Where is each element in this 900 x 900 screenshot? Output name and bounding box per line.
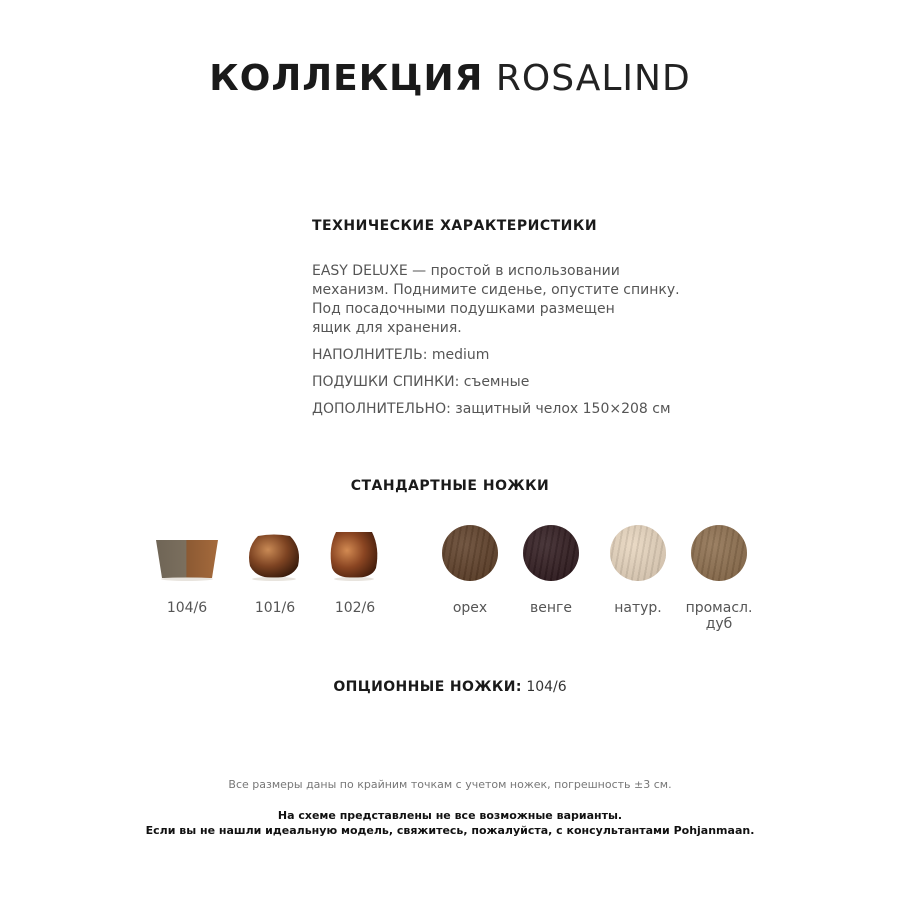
tapered-leg-icon [152,534,222,582]
variants-note [0,808,900,838]
variants-note-line: Если вы не нашли идеальную модель, свяжитесь, пожалуйста, с консультантами Pohjanmaan. [145,824,755,837]
spec-value: съемные [463,374,530,390]
optional-legs [0,679,900,695]
dimensions-note: Все размеры даны по крайним точкам с учетом ножек, погрешность ±3 см. [228,778,672,791]
optional-legs-value: 104/6 [526,679,567,695]
finish-label [506,600,596,616]
leg-model-label: 101/6 [254,600,296,616]
specs-description-line: механизм. Поднимите сиденье, опустите спинку. [312,282,680,298]
title-collection: КОЛЛЕКЦИЯ [209,58,484,99]
finish-label [674,600,764,632]
variants-note-line: На схеме представлены не все возможные варианты. [277,809,623,822]
finish-label-line: венге [530,600,572,616]
specs-description-line: Под посадочными подушками размещен [312,301,615,317]
finish-swatch-oiled-oak [691,525,747,581]
spec-row-filler [312,346,692,365]
bun-leg-icon [244,532,304,582]
title-collection-name: ROSALIND [495,58,691,99]
spec-row-back-cushions [312,373,692,392]
optional-legs-key: ОПЦИОННЫЕ НОЖКИ: [333,679,522,695]
leg-model-label: 104/6 [166,600,208,616]
spec-value: medium [431,347,490,363]
finish-label [425,600,515,616]
spec-key: ПОДУШКИ СПИНКИ: [312,374,460,390]
specs-description-line: EASY DELUXE — простой в использовании [312,263,620,279]
specs-description-line: ящик для хранения. [312,320,462,336]
specs-heading: ТЕХНИЧЕСКИЕ ХАРАКТЕРИСТИКИ [312,218,598,234]
finish-label [593,600,683,616]
specs-body [312,262,692,419]
standard-legs-heading: СТАНДАРТНЫЕ НОЖКИ [350,478,550,494]
finish-label-line: дуб [705,616,733,632]
finish-swatch-wenge [523,525,579,581]
spec-row-additional [312,400,692,419]
finish-swatch-walnut [442,525,498,581]
barrel-leg-icon [326,528,382,582]
finish-label-line: промасл. [685,600,753,616]
leg-model-label: 102/6 [334,600,376,616]
spec-value: защитный челох 150×208 см [455,401,671,417]
finish-swatch-natural [610,525,666,581]
finish-label-line: натур. [614,600,662,616]
page-title [0,58,900,99]
spec-key: НАПОЛНИТЕЛЬ: [312,347,428,363]
specs-description [312,262,692,338]
finish-label-line: орех [452,600,488,616]
spec-key: ДОПОЛНИТЕЛЬНО: [312,401,451,417]
